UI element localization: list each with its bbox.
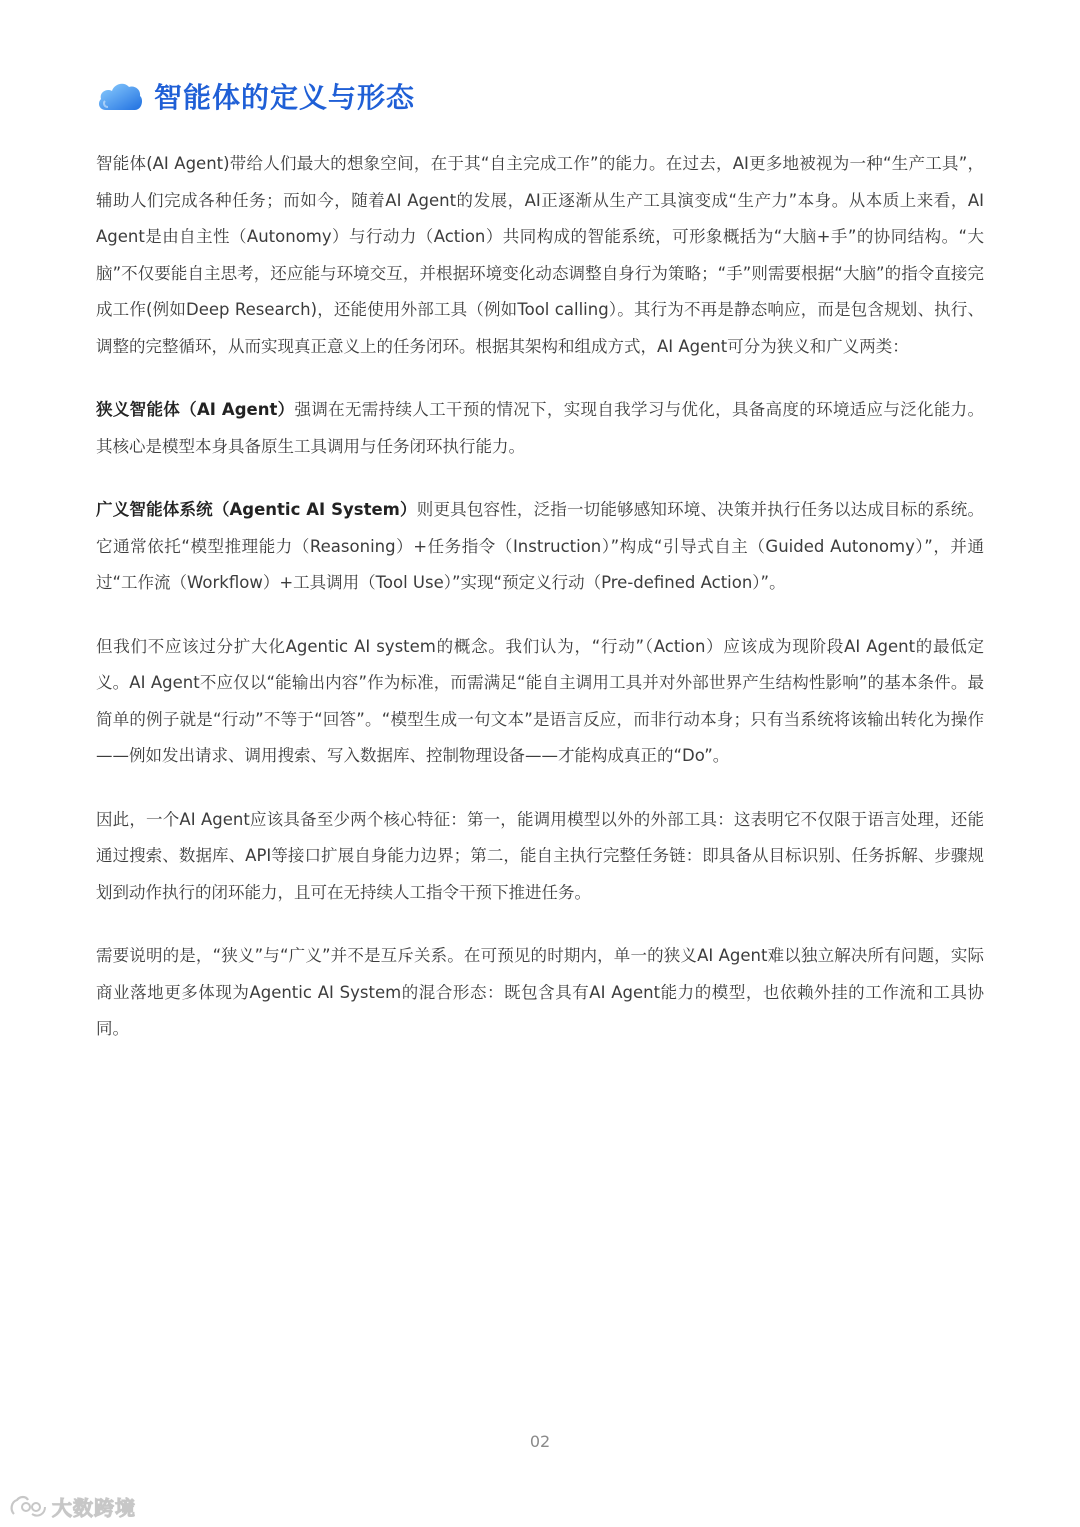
paragraph-text: 但我们不应该过分扩大化Agentic AI system的概念。我们认为，“行动”（Action）应该成为现阶段AI Agent的最低定义。AI Agent不应仅以“能输出内容”作为标准，而需满足“能自主调用工具并对外部世界产生结构性影响”的基本条件。最简单的例子就是“行动”不等于“回答”。“模型生成一句文本”是语言反应，而非行动本身；只有当系统将该输出转化为操作——例如发出请求、调用搜索、写入数据库、控制物理设备——才能构成真正的“Do”。 [96,636,984,765]
paragraph-core-features [96,802,984,912]
cloud-icon [96,76,144,116]
term-narrow-agent: 狭义智能体（AI Agent） [96,400,295,419]
paragraph-text: 因此，一个AI Agent应该具备至少两个核心特征：第一，能调用模型以外的外部工具：这表明它不仅限于语言处理，还能通过搜索、数据库、API等接口扩展自身能力边界；第二，能自主执行完整任务链：即具备从目标识别、任务拆解、步骤规划到动作执行的闭环能力，且可在无持续人工指令干预下推进任务。 [96,809,984,902]
paragraph-text: 强调在无需持续人工干预的情况下，实现自我学习与优化，具备高度的环境适应与泛化能力。其核心是模型本身具备原生工具调用与任务闭环执行能力。 [96,400,985,456]
watermark [8,1490,136,1522]
paragraph-broad-agent [96,492,984,602]
paragraph-text: 则更具包容性，泛指一切能够感知环境、决策并执行任务以达成目标的系统。它通常依托“模型推理能力（Reasoning）+任务指令（Instruction）”构成“引导式自主（Guided Autonomy）”，并通过“工作流（Workflow）+工具调用（Tool Use）”实现“预定义行动（Pre-defined Action）”。 [96,500,984,592]
term-broad-agent: 广义智能体系统（Agentic AI System） [96,500,417,519]
paragraph-intro [96,146,984,365]
paragraph-narrow-agent [96,392,984,465]
paragraph-text: 需要说明的是，“狭义”与“广义”并不是互斥关系。在可预见的时期内，单一的狭义AI Agent难以独立解决所有问题，实际商业落地更多体现为Agentic AI System的混合形态：既包含具有AI Agent能力的模型，也依赖外挂的工作流和工具协同。 [96,946,984,1038]
paragraph-action-definition [96,629,984,775]
brand-logo-icon [8,1492,48,1520]
paragraph-text: 智能体(AI Agent)带给人们最大的想象空间，在于其“自主完成工作”的能力。在过去，AI更多地被视为一种“生产工具”，辅助人们完成各种任务；而如今，随着AI Agent的发展，AI正逐渐从生产工具演变成“生产力”本身。从本质上来看，AI Agent是由自主性（Autonomy）与行动力（Action）共同构成的智能系统，可形象概括为“大脑+手”的协同结构。“大脑”不仅要能自主思考，还应能与环境交互，并根据环境变化动态调整自身行为策略；“手”则需要根据“大脑”的指令直接完成工作(例如Deep Research)，还能使用外部工具（例如Tool calling）。其行为不再是静态响应，而是包含规划、执行、调整的完整循环，从而实现真正意义上的任务闭环。根据其架构和组成方式，AI Agent可分为狭义和广义两类： [96,154,984,356]
section-header [96,72,415,120]
article-body [96,146,984,1075]
page-number: 02 [529,1432,551,1451]
watermark-text: 大数跨境 [52,1495,136,1520]
page-title: 智能体的定义与形态 [154,81,416,114]
paragraph-conclusion [96,938,984,1048]
